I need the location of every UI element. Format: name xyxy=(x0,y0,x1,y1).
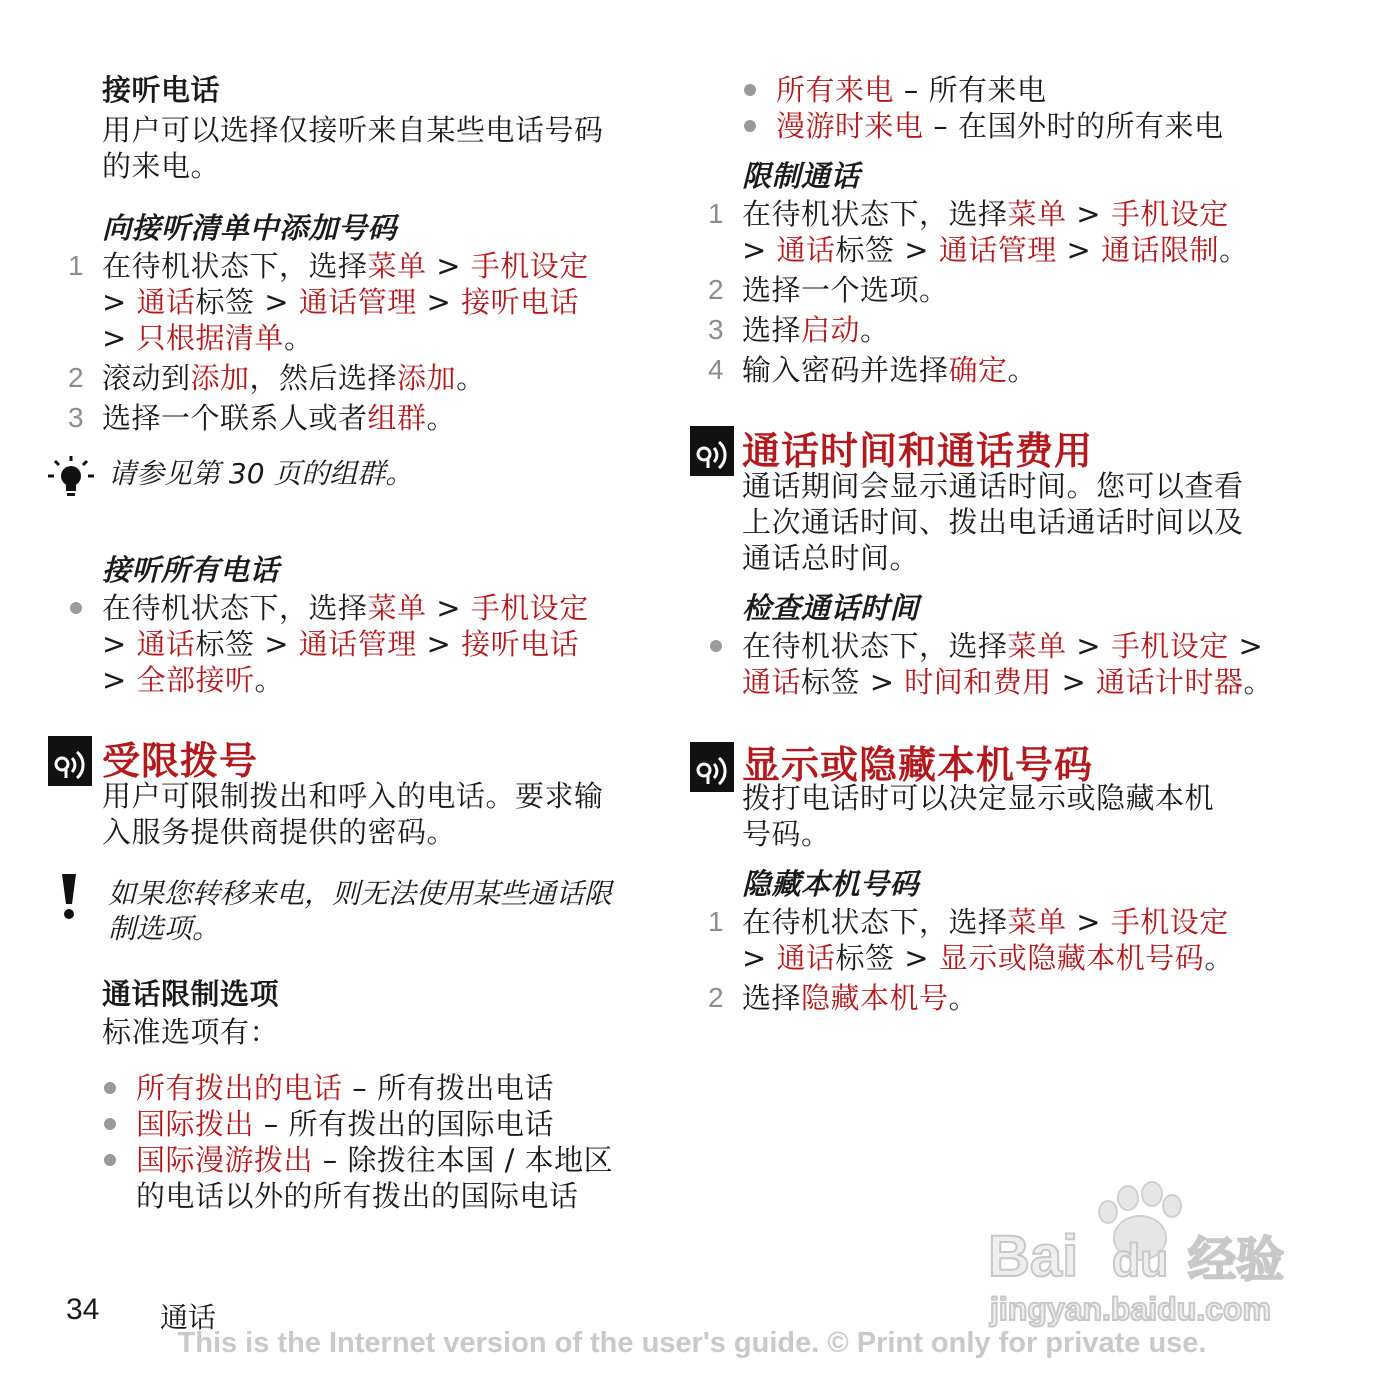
restricted-desc-line2: 入服务提供商提供的密码。 xyxy=(102,815,457,849)
add-step1-line1: 在待机状态下，选择菜单 > 手机设定 xyxy=(102,249,589,283)
phone-network-icon xyxy=(48,736,92,786)
phone-network-icon xyxy=(690,426,734,476)
barring-options-heading: 通话限制选项 xyxy=(102,977,280,1011)
answer-calls-desc-line1: 用户可以选择仅接听来自某些电话号码 xyxy=(102,113,604,147)
option-intl-outgoing: 国际拨出 – 所有拨出的国际电话 xyxy=(136,1107,554,1141)
option-all-outgoing: 所有拨出的电话 – 所有拨出电话 xyxy=(136,1071,554,1105)
add-number-heading: 向接听清单中添加号码 xyxy=(102,211,398,245)
hide-step1-line2: > 通话标签 > 显示或隐藏本机号码。 xyxy=(742,941,1234,975)
show-hide-desc-line2: 号码。 xyxy=(742,817,831,851)
check-line1: 在待机状态下，选择菜单 > 手机设定 > xyxy=(742,629,1264,663)
hide-number-heading: 隐藏本机号码 xyxy=(742,867,920,901)
step-number: 2 xyxy=(68,362,84,393)
restrict-step2: 选择一个选项。 xyxy=(742,273,949,307)
bullet-dot xyxy=(744,120,756,132)
step-number: 4 xyxy=(708,354,724,385)
hide-step2: 选择隐藏本机号。 xyxy=(742,981,979,1015)
warning-text-line2: 制选项。 xyxy=(108,912,221,945)
restricted-dialing-heading: 受限拨号 xyxy=(102,739,259,783)
footer-section-name: 通话 xyxy=(160,1301,217,1334)
option-all-incoming: 所有来电 – 所有来电 xyxy=(776,73,1047,107)
hide-step1-line1: 在待机状态下，选择菜单 > 手机设定 xyxy=(742,905,1229,939)
step-number: 1 xyxy=(708,198,724,229)
answer-all-line2: > 通话标签 > 通话管理 > 接听电话 xyxy=(102,627,580,661)
step-number: 2 xyxy=(708,982,724,1013)
svg-text:du: du xyxy=(1112,1234,1169,1286)
bullet-dot xyxy=(104,1118,116,1130)
step-number: 3 xyxy=(708,314,724,345)
step-number: 3 xyxy=(68,402,84,433)
show-hide-number-heading: 显示或隐藏本机号码 xyxy=(742,743,1094,787)
restrict-step1-line1: 在待机状态下，选择菜单 > 手机设定 xyxy=(742,197,1229,231)
baidu-jingyan-watermark-logo xyxy=(980,1180,1310,1330)
svg-text:jingyan.baidu.com: jingyan.baidu.com xyxy=(990,1291,1271,1327)
step-number: 1 xyxy=(68,250,84,281)
option-intl-roaming-line2: 的电话以外的所有拨出的国际电话 xyxy=(136,1179,579,1213)
svg-text:Bai: Bai xyxy=(988,1224,1079,1289)
svg-text:经验: 经验 xyxy=(1188,1234,1285,1287)
restrict-step3: 选择启动。 xyxy=(742,313,890,347)
bullet-dot xyxy=(710,640,722,652)
bullet-dot xyxy=(744,84,756,96)
add-step1-line2: > 通话标签 > 通话管理 > 接听电话 xyxy=(102,285,580,319)
phone-network-icon xyxy=(690,742,734,792)
call-time-desc-line2: 上次通话时间、拨出电话通话时间以及 xyxy=(742,505,1244,539)
barring-options-intro: 标准选项有： xyxy=(102,1015,280,1049)
warning-text-line1: 如果您转移来电，则无法使用某些通话限 xyxy=(108,877,613,910)
call-time-desc-line3: 通话总时间。 xyxy=(742,541,920,575)
option-roaming-incoming: 漫游时来电 – 在国外时的所有来电 xyxy=(776,109,1224,143)
bullet-dot xyxy=(104,1082,116,1094)
answer-calls-heading: 接听电话 xyxy=(102,73,221,107)
call-time-cost-heading: 通话时间和通话费用 xyxy=(742,429,1094,473)
bullet-dot xyxy=(104,1154,116,1166)
answer-all-line3: > 全部接听。 xyxy=(102,663,285,697)
restricted-desc-line1: 用户可限制拨出和呼入的电话。要求输 xyxy=(102,779,604,813)
add-step3: 选择一个联系人或者组群。 xyxy=(102,401,457,435)
show-hide-desc-line1: 拨打电话时可以决定显示或隐藏本机 xyxy=(742,781,1215,815)
call-time-desc-line1: 通话期间会显示通话时间。您可以查看 xyxy=(742,469,1244,503)
add-step1-line3: > 只根据清单。 xyxy=(102,321,314,355)
page-number: 34 xyxy=(66,1293,100,1326)
step-number: 1 xyxy=(708,906,724,937)
restrict-step1-line2: > 通话标签 > 通话管理 > 通话限制。 xyxy=(742,233,1249,267)
tip-text: 请参见第 30 页的组群。 xyxy=(108,457,414,490)
restrict-step4: 输入密码并选择确定。 xyxy=(742,353,1038,387)
lightbulb-tip-icon xyxy=(44,452,98,506)
step-number: 2 xyxy=(708,274,724,305)
answer-all-heading: 接听所有电话 xyxy=(102,553,280,587)
answer-all-line1: 在待机状态下，选择菜单 > 手机设定 xyxy=(102,591,589,625)
restrict-calls-heading: 限制通话 xyxy=(742,159,861,193)
option-intl-roaming-line1: 国际漫游拨出 – 除拨往本国 / 本地区 xyxy=(136,1143,614,1177)
check-call-time-heading: 检查通话时间 xyxy=(742,591,920,625)
answer-calls-desc-line2: 的来电。 xyxy=(102,149,221,183)
check-line2: 通话标签 > 时间和费用 > 通话计时器。 xyxy=(742,665,1274,699)
internet-version-notice: This is the Internet version of the user's guide. © Print only for private use. xyxy=(177,1327,1207,1359)
add-step2: 滚动到添加，然后选择添加。 xyxy=(102,361,486,395)
exclamation-warning-icon xyxy=(56,872,82,922)
bullet-dot xyxy=(70,602,82,614)
